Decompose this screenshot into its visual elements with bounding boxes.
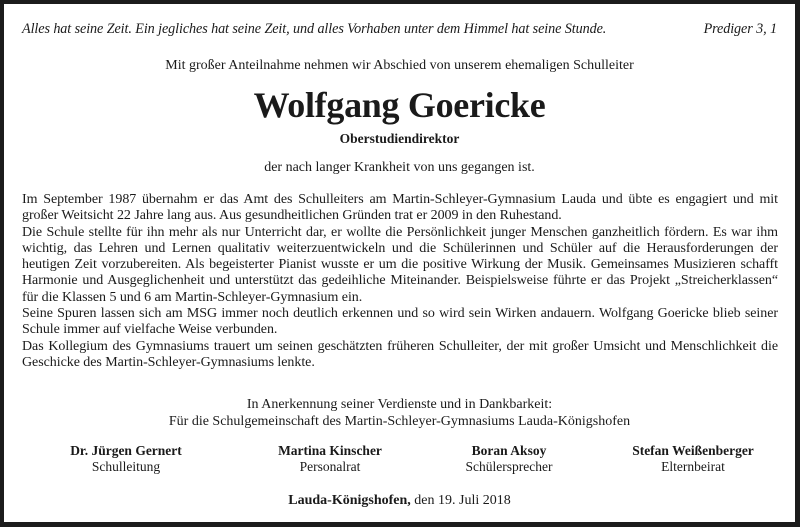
paragraph: Seine Spuren lassen sich am MSG immer noch deutlich erkennen und so wird sein Wirken andauern. Wolfgang Goericke blieb seiner Schule immer auf vielfache Weise verbunden. [22, 306, 778, 338]
signatory-role: Schülersprecher [465, 459, 553, 474]
date: den 19. Juli 2018 [410, 493, 511, 508]
place: Lauda-Königshofen, [288, 493, 411, 508]
signature [420, 443, 598, 475]
motto-source: Prediger 3, 1 [703, 21, 777, 37]
signature [598, 443, 788, 475]
intro-line: Mit großer Anteilnahme nehmen wir Abschied von unserem ehemaligen Schulleiter [165, 58, 634, 73]
signature [4, 443, 240, 475]
signatory-role: Schulleitung [91, 459, 161, 474]
deceased-name: Wolfgang Goericke [253, 85, 546, 125]
passing-line: der nach langer Krankheit von uns gegangen ist. [264, 160, 535, 175]
signatory-name: Martina Kinscher [278, 443, 382, 458]
signatures [4, 443, 795, 475]
obituary-notice [4, 4, 795, 522]
recognition-line-1: In Anerkennung seiner Verdienste und in Dankbarkeit: [246, 397, 553, 412]
paragraph: Im September 1987 übernahm er das Amt des Schulleiters am Martin-Schleyer-Gymnasium Lauda und übte es engagiert und mit großer Weitsicht 22 Jahre lang aus. Aus gesundheitlichen Gründen trat er 2009 in den Ruhestand. [22, 192, 778, 224]
signatory-name: Dr. Jürgen Gernert [70, 443, 182, 458]
signatory-name: Boran Aksoy [471, 443, 547, 458]
deceased-title: Oberstudiendirektor [339, 131, 460, 146]
recognition-block [4, 397, 795, 430]
signatory-role: Elternbeirat [661, 459, 725, 474]
signature [240, 443, 420, 475]
paragraph: Die Schule stellte für ihn mehr als nur Unterricht dar, er wollte die Persönlichkeit junger Menschen ganzheitlich fördern. Es war ihm wichtig, das Lehren und Lernen qualitativ weiterzuentwickeln und die Schülerinnen und Schüler auf die Herausforderungen der heutigen Zeit vorzubereiten. Als begeisterter Pianist wusste er um die positive Wirkung der Musik. Gemeinsames Musizieren schafft Harmonie und Ausgeglichenheit und unterstützt das gedeihliche Miteinander. Beispielsweise führte er das Projekt „Streicherklassen“ für die Klassen 5 und 6 am Martin-Schleyer-Gymnasium ein. [22, 224, 778, 305]
place-date [4, 493, 795, 509]
bible-motto [22, 21, 777, 38]
motto-quote: Alles hat seine Zeit. Ein jegliches hat seine Zeit, und alles Vorhaben unter dem Himmel hat seine Stunde. [22, 21, 607, 37]
paragraph: Das Kollegium des Gymnasiums trauert um seinen geschätzten früheren Schulleiter, der mit großer Umsicht und Menschlichkeit die Geschicke des Martin-Schleyer-Gymnasiums lenkte. [22, 338, 778, 370]
signatory-role: Personalrat [299, 459, 361, 474]
recognition-line-2: Für die Schulgemeinschaft des Martin-Schleyer-Gymnasiums Lauda-Königshofen [168, 413, 631, 429]
signatory-name: Stefan Weißenberger [632, 443, 754, 458]
obituary-body [22, 192, 778, 371]
